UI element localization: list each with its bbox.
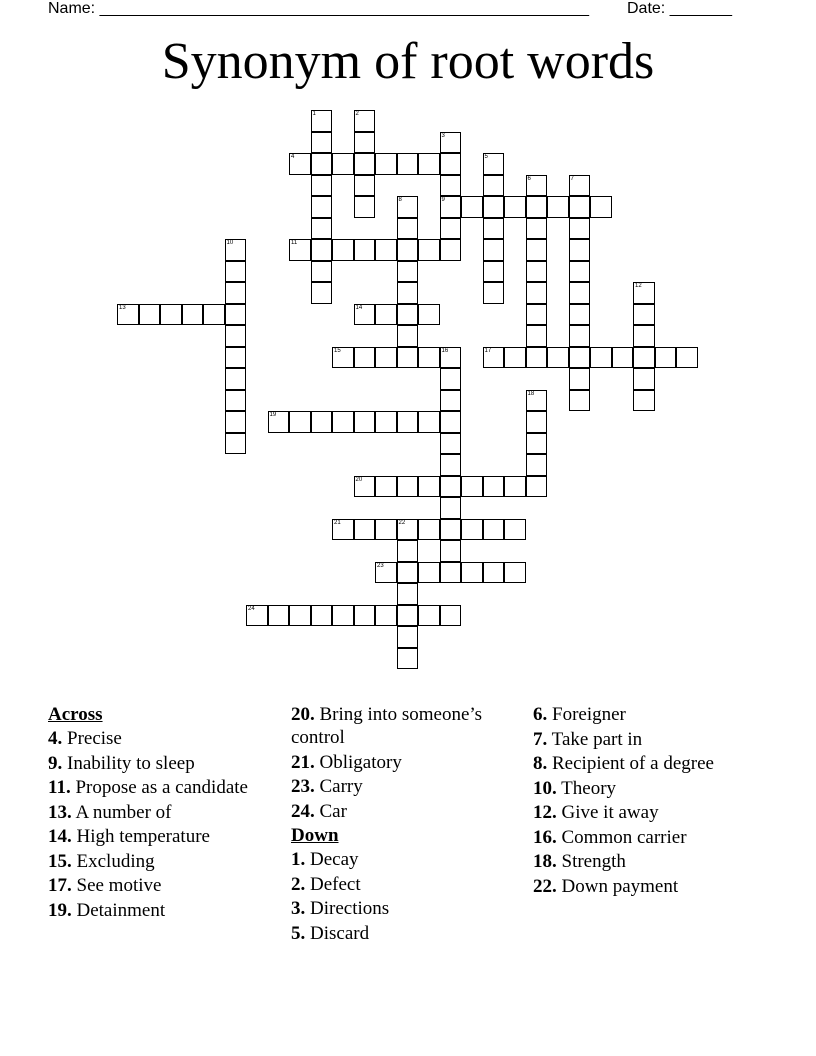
clue-item (533, 801, 773, 824)
crossword-cell[interactable] (633, 282, 655, 304)
crossword-cell[interactable] (483, 239, 505, 261)
crossword-cell[interactable] (354, 411, 376, 433)
crossword-cell[interactable] (397, 196, 419, 218)
clue-text: Car (319, 800, 347, 822)
clue-item (533, 703, 773, 726)
crossword-cell[interactable] (483, 153, 505, 175)
clue-number-label: 18. (533, 851, 557, 872)
clue-number-label: 8. (533, 753, 548, 774)
crossword-cell[interactable] (440, 540, 462, 562)
crossword-cell[interactable] (397, 562, 419, 584)
crossword-cell[interactable] (332, 411, 354, 433)
crossword-cell[interactable] (440, 132, 462, 154)
crossword-cell[interactable] (655, 347, 677, 369)
clue-text: Give it away (561, 802, 659, 823)
crossword-cell[interactable] (354, 132, 376, 154)
clue-text: Strength (561, 851, 626, 872)
crossword-cell[interactable] (397, 261, 419, 283)
crossword-cell[interactable] (526, 196, 548, 218)
crossword-cell[interactable] (440, 562, 462, 584)
clue-number: 6 (527, 175, 531, 182)
clue-item (291, 775, 531, 798)
crossword-cell[interactable] (139, 304, 161, 326)
crossword-cell[interactable] (289, 153, 311, 175)
crossword-cell[interactable] (440, 239, 462, 261)
clue-number-label: 14. (48, 826, 72, 847)
clue-item (48, 752, 288, 775)
clue-number-label: 17. (48, 875, 72, 896)
clue-item (291, 873, 531, 896)
clue-text: Common carrier (561, 826, 687, 848)
crossword-cell[interactable] (375, 304, 397, 326)
crossword-cell[interactable] (461, 562, 483, 584)
crossword-cell[interactable] (440, 218, 462, 240)
clue-number: 15 (334, 347, 341, 354)
clue-text: Foreigner (552, 704, 626, 725)
clue-item (291, 800, 531, 823)
crossword-cell[interactable] (311, 153, 333, 175)
crossword-cell[interactable] (332, 153, 354, 175)
clue-number-label: 15. (48, 850, 72, 872)
clue-number: 8 (398, 197, 402, 203)
crossword-cell[interactable] (418, 153, 440, 175)
crossword-cell[interactable] (117, 304, 139, 326)
clue-number-label: 10. (533, 777, 557, 799)
crossword-cell[interactable] (547, 347, 569, 369)
crossword-cell[interactable] (440, 433, 462, 455)
crossword-cell[interactable] (354, 519, 376, 541)
crossword-cell[interactable] (397, 153, 419, 175)
crossword-cell[interactable] (569, 261, 591, 283)
crossword-cell[interactable] (504, 196, 526, 218)
crossword-cell[interactable] (483, 218, 505, 240)
crossword-cell[interactable] (418, 562, 440, 584)
crossword-cell[interactable] (397, 218, 419, 240)
clue-item (533, 752, 773, 775)
crossword-cell[interactable] (504, 562, 526, 584)
crossword-cell[interactable] (440, 347, 462, 369)
section-heading: Down (291, 825, 339, 846)
crossword-cell[interactable] (268, 605, 290, 627)
clue-number-label: 23. (291, 776, 315, 797)
clue-item (533, 850, 773, 873)
crossword-cell[interactable] (354, 605, 376, 627)
clue-number: 1 (312, 111, 316, 117)
crossword-cell[interactable] (483, 282, 505, 304)
crossword-cell[interactable] (225, 411, 247, 433)
crossword-cell[interactable] (397, 605, 419, 627)
crossword-cell[interactable] (354, 110, 376, 132)
crossword-cell[interactable] (569, 347, 591, 369)
crossword-cell[interactable] (569, 175, 591, 197)
clue-text: High temperature (76, 826, 210, 847)
clue-number-label: 20. (291, 704, 315, 725)
crossword-cell[interactable] (440, 175, 462, 197)
date-field[interactable]: Date: _______ (627, 0, 732, 17)
crossword-cell[interactable] (160, 304, 182, 326)
clue-text: See motive (76, 875, 162, 896)
crossword-cell[interactable] (526, 261, 548, 283)
crossword-cell[interactable] (332, 239, 354, 261)
clue-number-label: 11. (48, 777, 71, 798)
crossword-cell[interactable] (225, 304, 247, 326)
crossword-cell[interactable] (483, 519, 505, 541)
clue-number-label: 16. (533, 826, 557, 848)
crossword-cell[interactable] (461, 519, 483, 541)
crossword-cell[interactable] (633, 325, 655, 347)
crossword-cell[interactable] (311, 110, 333, 132)
crossword-cell[interactable] (332, 519, 354, 541)
crossword-cell[interactable] (526, 218, 548, 240)
crossword-cell[interactable] (289, 411, 311, 433)
clue-number-label: 7. (533, 728, 548, 750)
crossword-cell[interactable] (461, 196, 483, 218)
clue-text: Inability to sleep (67, 752, 195, 774)
crossword-cell[interactable] (354, 347, 376, 369)
crossword-cell[interactable] (590, 196, 612, 218)
crossword-cell[interactable] (311, 218, 333, 240)
clue-number: 11 (291, 240, 298, 246)
clue-number: 13 (119, 304, 126, 311)
clue-number-label: 2. (291, 873, 306, 895)
clue-item (48, 727, 288, 750)
crossword-cell[interactable] (526, 239, 548, 261)
clue-number-label: 1. (291, 849, 306, 870)
clue-item (48, 874, 288, 897)
clue-number: 17 (484, 347, 492, 354)
crossword-cell[interactable] (375, 519, 397, 541)
crossword-cell[interactable] (440, 368, 462, 390)
crossword-cell[interactable] (569, 282, 591, 304)
clue-text: Defect (310, 873, 361, 895)
crossword-cell[interactable] (289, 239, 311, 261)
clue-number-label: 3. (291, 898, 306, 919)
clue-text: Down payment (561, 875, 679, 897)
crossword-cell[interactable] (483, 261, 505, 283)
crossword-cell[interactable] (375, 239, 397, 261)
clue-item (48, 801, 288, 824)
crossword-cell[interactable] (569, 218, 591, 240)
clue-number: 19 (269, 412, 277, 418)
crossword-cell[interactable] (354, 304, 376, 326)
crossword-cell[interactable] (440, 476, 462, 498)
crossword-cell[interactable] (418, 347, 440, 369)
crossword-cell[interactable] (354, 153, 376, 175)
crossword-cell[interactable] (246, 605, 268, 627)
clue-number: 9 (441, 197, 445, 203)
clue-text: Recipient of a degree (552, 753, 714, 774)
crossword-cell[interactable] (397, 476, 419, 498)
clue-number-label: 21. (291, 751, 315, 773)
crossword-cell[interactable] (569, 239, 591, 261)
clue-text: Discard (310, 922, 370, 944)
crossword-cell[interactable] (633, 368, 655, 390)
clue-number-label: 22. (533, 875, 557, 897)
clue-number: 2 (355, 111, 359, 117)
crossword-cell[interactable] (440, 605, 462, 627)
crossword-cell[interactable] (268, 411, 290, 433)
crossword-cell[interactable] (590, 347, 612, 369)
clue-number-label: 24. (291, 800, 315, 822)
crossword-cell[interactable] (311, 282, 333, 304)
crossword-cell[interactable] (397, 583, 419, 605)
crossword-cell[interactable] (418, 476, 440, 498)
crossword-cell[interactable] (311, 605, 333, 627)
clue-item (291, 751, 531, 774)
crossword-cell[interactable] (483, 347, 505, 369)
crossword-cell[interactable] (397, 239, 419, 261)
clue-number-label: 6. (533, 704, 548, 725)
crossword-cell[interactable] (526, 304, 548, 326)
clue-item (533, 728, 773, 751)
clue-text: Propose as a candidate (75, 777, 248, 798)
crossword-cell[interactable] (311, 175, 333, 197)
clue-number: 10 (226, 240, 234, 246)
clue-item (533, 826, 773, 849)
clue-number: 22 (398, 519, 406, 526)
crossword-cell[interactable] (375, 605, 397, 627)
clue-text: Excluding (76, 850, 155, 872)
crossword-cell[interactable] (440, 196, 462, 218)
clue-text: Theory (561, 777, 617, 799)
crossword-cell[interactable] (289, 605, 311, 627)
clue-text: Decay (310, 849, 359, 870)
clue-number: 4 (291, 154, 295, 160)
clue-text: Carry (319, 776, 363, 797)
crossword-cell[interactable] (311, 411, 333, 433)
crossword-cell[interactable] (418, 239, 440, 261)
crossword-cell[interactable] (203, 304, 225, 326)
crossword-cell[interactable] (483, 196, 505, 218)
crossword-cell[interactable] (354, 196, 376, 218)
crossword-cell[interactable] (569, 368, 591, 390)
crossword-cell[interactable] (354, 476, 376, 498)
crossword-cell[interactable] (440, 411, 462, 433)
clue-item (291, 897, 531, 920)
crossword-cell[interactable] (397, 282, 419, 304)
clue-number: 23 (377, 562, 384, 569)
clue-number: 7 (570, 175, 574, 182)
crossword-cell[interactable] (225, 390, 247, 412)
clue-number: 3 (441, 132, 445, 139)
crossword-cell[interactable] (397, 648, 419, 670)
crossword-cell[interactable] (526, 325, 548, 347)
crossword-cell[interactable] (504, 519, 526, 541)
clue-number-label: 9. (48, 752, 63, 774)
crossword-cell[interactable] (311, 196, 333, 218)
clue-text: Obligatory (319, 751, 402, 773)
crossword-cell[interactable] (375, 411, 397, 433)
clue-number-label: 5. (291, 922, 306, 944)
crossword-cell[interactable] (397, 325, 419, 347)
crossword-cell[interactable] (311, 239, 333, 261)
puzzle-title: Synonym of root words (161, 33, 655, 90)
clues-column-2 (291, 703, 531, 946)
clue-number-label: 4. (48, 728, 63, 749)
crossword-cell[interactable] (397, 626, 419, 648)
clue-number-label: 13. (48, 801, 72, 823)
crossword-cell[interactable] (225, 347, 247, 369)
crossword-cell[interactable] (569, 196, 591, 218)
clue-text: Take part in (551, 728, 643, 750)
clue-text: Detainment (76, 899, 166, 921)
crossword-cell[interactable] (354, 175, 376, 197)
crossword-cell[interactable] (354, 239, 376, 261)
clue-number: 21 (334, 519, 341, 526)
crossword-cell[interactable] (225, 433, 247, 455)
crossword-cell[interactable] (182, 304, 204, 326)
clue-item (533, 777, 773, 800)
crossword-cell[interactable] (547, 196, 569, 218)
clue-item (533, 875, 773, 898)
crossword-cell[interactable] (225, 368, 247, 390)
crossword-cell[interactable] (440, 519, 462, 541)
clue-number-label: 12. (533, 802, 557, 823)
crossword-cell[interactable] (440, 497, 462, 519)
crossword-cell[interactable] (418, 304, 440, 326)
clue-item (48, 850, 288, 873)
clue-item (291, 703, 531, 749)
crossword-cell[interactable] (633, 347, 655, 369)
clue-number: 20 (355, 476, 363, 483)
crossword-cell[interactable] (483, 476, 505, 498)
crossword-cell[interactable] (483, 562, 505, 584)
crossword-cell[interactable] (375, 347, 397, 369)
clue-item (291, 848, 531, 871)
crossword-cell[interactable] (526, 390, 548, 412)
crossword-cell[interactable] (375, 153, 397, 175)
clue-text: A number of (75, 801, 172, 823)
crossword-cell[interactable] (569, 325, 591, 347)
crossword-cell[interactable] (633, 304, 655, 326)
clue-number: 5 (484, 154, 488, 160)
clue-item (291, 922, 531, 945)
crossword-cell[interactable] (418, 411, 440, 433)
crossword-cell[interactable] (397, 519, 419, 541)
crossword-cell[interactable] (397, 304, 419, 326)
crossword-cell[interactable] (225, 261, 247, 283)
crossword-cell[interactable] (397, 540, 419, 562)
crossword-cell[interactable] (569, 390, 591, 412)
clue-number: 14 (355, 304, 363, 311)
crossword-cell[interactable] (440, 153, 462, 175)
crossword-cell[interactable] (332, 605, 354, 627)
crossword-cell[interactable] (633, 390, 655, 412)
crossword-cell[interactable] (397, 411, 419, 433)
clue-number: 18 (527, 390, 535, 397)
clue-number: 16 (441, 347, 449, 354)
crossword-cell[interactable] (311, 261, 333, 283)
crossword-cell[interactable] (375, 562, 397, 584)
crossword-cell[interactable] (504, 476, 526, 498)
crossword-cell[interactable] (418, 519, 440, 541)
clue-item (48, 776, 288, 799)
crossword-cell[interactable] (526, 454, 548, 476)
clue-text: Bring into someone’s control (291, 704, 483, 748)
crossword-cell[interactable] (332, 347, 354, 369)
crossword-cell[interactable] (612, 347, 634, 369)
crossword-cell[interactable] (418, 605, 440, 627)
crossword-cell[interactable] (225, 239, 247, 261)
crossword-cell[interactable] (526, 282, 548, 304)
crossword-cell[interactable] (526, 433, 548, 455)
crossword-cell[interactable] (225, 325, 247, 347)
name-field[interactable]: Name: _______________________________________________________ (48, 0, 589, 17)
crossword-cell[interactable] (397, 347, 419, 369)
crossword-cell[interactable] (526, 175, 548, 197)
section-heading: Across (48, 704, 103, 725)
crossword-cell[interactable] (461, 476, 483, 498)
crossword-cell[interactable] (311, 132, 333, 154)
clue-item (48, 825, 288, 848)
crossword-cell[interactable] (526, 476, 548, 498)
clue-text: Directions (310, 898, 390, 919)
clues-column-1 (48, 703, 288, 923)
clue-text: Precise (67, 728, 122, 749)
clue-number: 24 (248, 605, 255, 612)
crossword-cell[interactable] (526, 347, 548, 369)
crossword-cell[interactable] (526, 411, 548, 433)
clues-column-3 (533, 703, 773, 899)
crossword-cell[interactable] (676, 347, 698, 369)
clue-number: 12 (635, 283, 642, 289)
crossword-cell[interactable] (440, 454, 462, 476)
crossword-cell[interactable] (569, 304, 591, 326)
clue-item (48, 899, 288, 922)
crossword-cell[interactable] (483, 175, 505, 197)
crossword-cell[interactable] (504, 347, 526, 369)
crossword-cell[interactable] (225, 282, 247, 304)
crossword-cell[interactable] (440, 390, 462, 412)
crossword-cell[interactable] (375, 476, 397, 498)
clue-number-label: 19. (48, 899, 72, 921)
